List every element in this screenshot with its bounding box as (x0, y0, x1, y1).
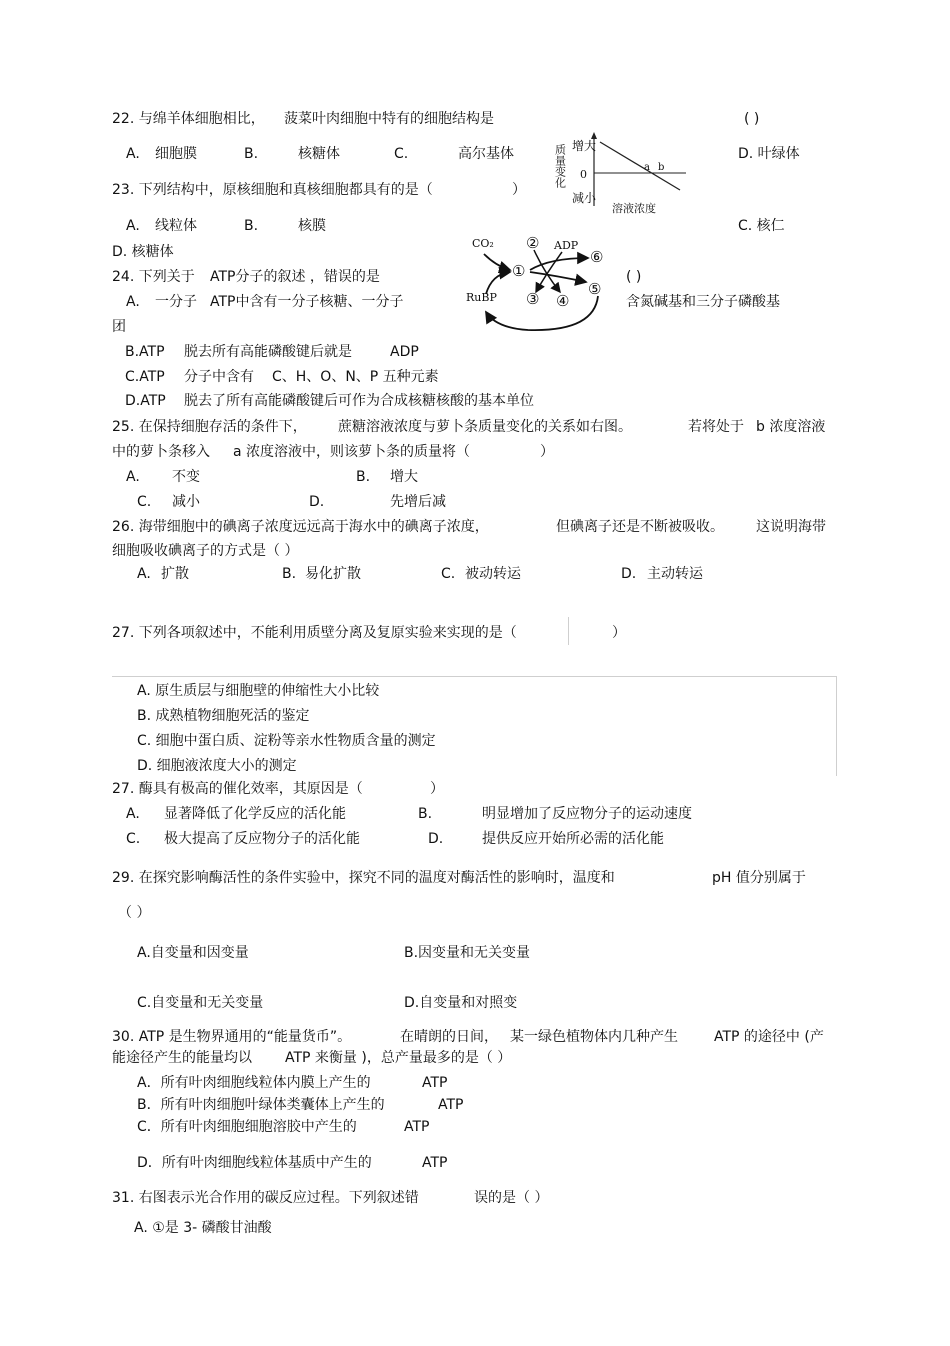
q29-option-a: A.自变量和因变量 (137, 945, 249, 961)
q27b-option-c-label: C. (126, 831, 141, 847)
q23-option-b-label: B. (244, 218, 259, 234)
q25-option-d-label: D. (309, 494, 325, 510)
q24-option-a-label: A. (126, 294, 140, 310)
q30-stem-2a: 能途径产生的能量均以 (112, 1050, 252, 1066)
cycle-node-6: ⑥ (590, 248, 604, 266)
q25-stem-2a: 中的萝卜条移入 (112, 444, 210, 460)
q26-stem-1b: 但碘离子还是不断被吸收。 (556, 519, 724, 535)
q30-stem-2b: ATP 来衡量 )，总产量最多的是（ ） (285, 1050, 512, 1066)
graph-y-top: 增大 (572, 139, 597, 153)
q25-option-c-label: C. (137, 494, 152, 510)
q25-stem-1a: 25. 在保持细胞存活的条件下， (112, 419, 307, 435)
q24-option-a-text-3: 含氮碱基和三分子磷酸基 (626, 294, 780, 310)
q24-option-c-label: C.ATP (125, 369, 165, 385)
q23-stem: 23. 下列结构中，原核细胞和真核细胞都具有的是（ (112, 182, 433, 198)
q30-option-b-atp: ATP (438, 1097, 464, 1113)
q24-option-c-text: 分子中含有 (184, 369, 254, 385)
q27b-close: ） (430, 781, 444, 797)
q27a-close: ） (612, 625, 626, 641)
q26-option-d-text: 主动转运 (647, 566, 703, 582)
cycle-node-1: ① (512, 262, 526, 280)
q24-option-b-text-2: ADP (390, 344, 419, 360)
q29-stem-b: pH 值分别属于 (712, 870, 806, 886)
q30-option-d: D．所有叶肉细胞线粒体基质中产生的 (137, 1155, 372, 1171)
q27a-stem: 27. 下列各项叙述中，不能利用质壁分离及复原实验来实现的是（ (112, 625, 517, 641)
graph-point-b: b (658, 162, 665, 173)
q31-stem-b: 误的是（ ） (474, 1190, 549, 1206)
q24-stem-b: ATP分子的叙述 ，错误的是 (210, 269, 380, 285)
cycle-adp: ADP (554, 239, 579, 252)
q25-option-b-label: B. (356, 469, 371, 485)
q26-option-c-text: 被动转运 (465, 566, 521, 582)
q24-option-d-text: 脱去了所有高能磷酸键后可作为合成核糖核酸的基本单位 (184, 393, 534, 409)
q27b-option-d-text: 提供反应开始所必需的活化能 (482, 831, 664, 847)
q27b-option-b-label: B. (418, 806, 433, 822)
q24-stem: 24. 下列关于 (112, 269, 195, 285)
q23-option-a-label: A. (126, 218, 140, 234)
q23-option-d: D. 核糖体 (112, 244, 174, 260)
q24-option-c-text-2: C、H、O、N、P 五种元素 (272, 369, 439, 385)
concentration-mass-graph (553, 130, 696, 218)
q24-option-a-text-4: 团 (112, 319, 126, 335)
q27b-option-d-label: D. (428, 831, 444, 847)
q24-option-b-label: B.ATP (125, 344, 165, 360)
q30-option-c: C．所有叶肉细胞细胞溶胶中产生的 (137, 1119, 357, 1135)
scan-divider-vertical (568, 617, 569, 645)
q30-option-d-atp: ATP (422, 1155, 448, 1171)
cycle-node-5: ⑤ (588, 280, 602, 298)
q23-option-b-text: 核膜 (298, 218, 326, 234)
q26-stem-1c: 这说明海带 (756, 519, 826, 535)
q23-close: ） (512, 182, 526, 198)
q29-option-d: D.自变量和对照变 (404, 995, 518, 1011)
q26-option-c-label: C. (441, 566, 456, 582)
q22-option-b-text: 核糖体 (298, 146, 340, 162)
q30-option-a-atp: ATP (422, 1075, 448, 1091)
q22-answer-paren: ( ) (744, 111, 760, 127)
q25-option-b-text: 增大 (390, 469, 418, 485)
q25-option-a-text: 不变 (172, 469, 200, 485)
q29-stem: 29. 在探究影响酶活性的条件实验中，探究不同的温度对酶活性的影响时，温度和 (112, 870, 615, 886)
q30-option-a: A．所有叶肉细胞线粒体内膜上产生的 (137, 1075, 371, 1091)
cycle-co2: CO₂ (472, 237, 494, 250)
q30-option-b: B．所有叶肉细胞叶绿体类囊体上产生的 (137, 1097, 385, 1113)
q30-stem-1d: ATP 的途径中 (产 (714, 1029, 824, 1045)
graph-point-a: a (644, 162, 650, 173)
q23-option-c: C. 核仁 (738, 218, 785, 234)
q27a-option-b: B. 成熟植物细胞死活的鉴定 (137, 708, 310, 724)
cycle-node-3: ③ (526, 290, 540, 308)
q22-stem: 22. 与绵羊体细胞相比， (112, 111, 265, 127)
graph-y-axis-label: 质量变化 (553, 144, 567, 188)
calvin-cycle-diagram (462, 232, 612, 336)
q25-option-a-label: A. (126, 469, 140, 485)
q22-option-c-text: 高尔基体 (458, 146, 514, 162)
q24-option-a-text-2: ATP中含有一分子核糖、一分子 (210, 294, 404, 310)
q22-option-b-label: B. (244, 146, 259, 162)
q27b-option-b-text: 明显增加了反应物分子的运动速度 (482, 806, 692, 822)
q30-stem-1a: 30. ATP 是生物界通用的“能量货币”。 (112, 1029, 352, 1045)
cycle-node-4: ④ (556, 292, 570, 310)
q27b-option-a-text: 显著降低了化学反应的活化能 (164, 806, 346, 822)
q27a-option-c: C. 细胞中蛋白质、淀粉等亲水性物质含量的测定 (137, 733, 436, 749)
q25-option-c-text: 减小 (172, 494, 200, 510)
q30-option-c-atp: ATP (404, 1119, 430, 1135)
q22-option-d: D. 叶绿体 (738, 146, 800, 162)
q29-option-c: C.自变量和无关变量 (137, 995, 264, 1011)
q26-option-a-text: 扩散 (161, 566, 189, 582)
q22-option-a-label: A. (126, 146, 140, 162)
q29-answer-paren: （ ） (118, 905, 151, 921)
q25-stem-1d: b 浓度溶液 (756, 419, 826, 435)
q24-option-b-text: 脱去所有高能磷酸键后就是 (184, 344, 352, 360)
cycle-node-2: ② (526, 234, 540, 252)
q27a-option-d: D. 细胞液浓度大小的测定 (137, 758, 297, 774)
graph-y-zero: 0 (580, 168, 587, 181)
cycle-rubp: RuBP (466, 291, 497, 304)
q27b-stem: 27. 酶具有极高的催化效率，其原因是（ (112, 781, 363, 797)
q30-stem-1c: 某一绿色植物体内几种产生 (510, 1029, 678, 1045)
q29-option-b: B.因变量和无关变量 (404, 945, 531, 961)
q31-stem: 31. 右图表示光合作用的碳反应过程。下列叙述错 (112, 1190, 419, 1206)
q25-stem-2c: ） (540, 444, 554, 460)
q26-option-a-label: A. (137, 566, 151, 582)
q22-option-a-text: 细胞膜 (155, 146, 197, 162)
graph-y-bottom: 减小 (572, 191, 597, 205)
graph-x-axis-label: 溶液浓度 (612, 202, 656, 215)
scan-divider-horizontal (112, 676, 836, 677)
q26-stem-2: 细胞吸收碘离子的方式是（ ） (112, 543, 299, 559)
q31-option-a: A. ①是 3- 磷酸甘油酸 (134, 1220, 272, 1236)
q25-option-d-text: 先增后减 (390, 494, 446, 510)
q27a-option-a: A. 原生质层与细胞壁的伸缩性大小比较 (137, 683, 380, 699)
q26-option-b-label: B. (282, 566, 297, 582)
q22-stem-b: 菠菜叶肉细胞中特有的细胞结构是 (284, 111, 494, 127)
q26-option-b-text: 易化扩散 (305, 566, 361, 582)
q23-option-a-text: 线粒体 (155, 218, 197, 234)
q26-option-d-label: D. (621, 566, 637, 582)
q25-stem-2b: a 浓度溶液中，则该萝卜条的质量将（ (233, 444, 471, 460)
q27b-option-c-text: 极大提高了反应物分子的活化能 (164, 831, 360, 847)
q24-answer-paren: ( ) (626, 269, 642, 285)
q25-stem-1b: 蔗糖溶液浓度与萝卜条质量变化的关系如右图。 (338, 419, 632, 435)
q24-option-d-label: D.ATP (125, 393, 166, 409)
scan-divider-right (836, 676, 837, 776)
q26-stem-1a: 26. 海带细胞中的碘离子浓度远远高于海水中的碘离子浓度， (112, 519, 489, 535)
q27b-option-a-label: A. (126, 806, 140, 822)
q30-stem-1b: 在晴朗的日间， (400, 1029, 498, 1045)
q24-option-a-text-1: 一分子 (155, 294, 197, 310)
q25-stem-1c: 若将处于 (688, 419, 744, 435)
q22-option-c-label: C. (394, 146, 409, 162)
